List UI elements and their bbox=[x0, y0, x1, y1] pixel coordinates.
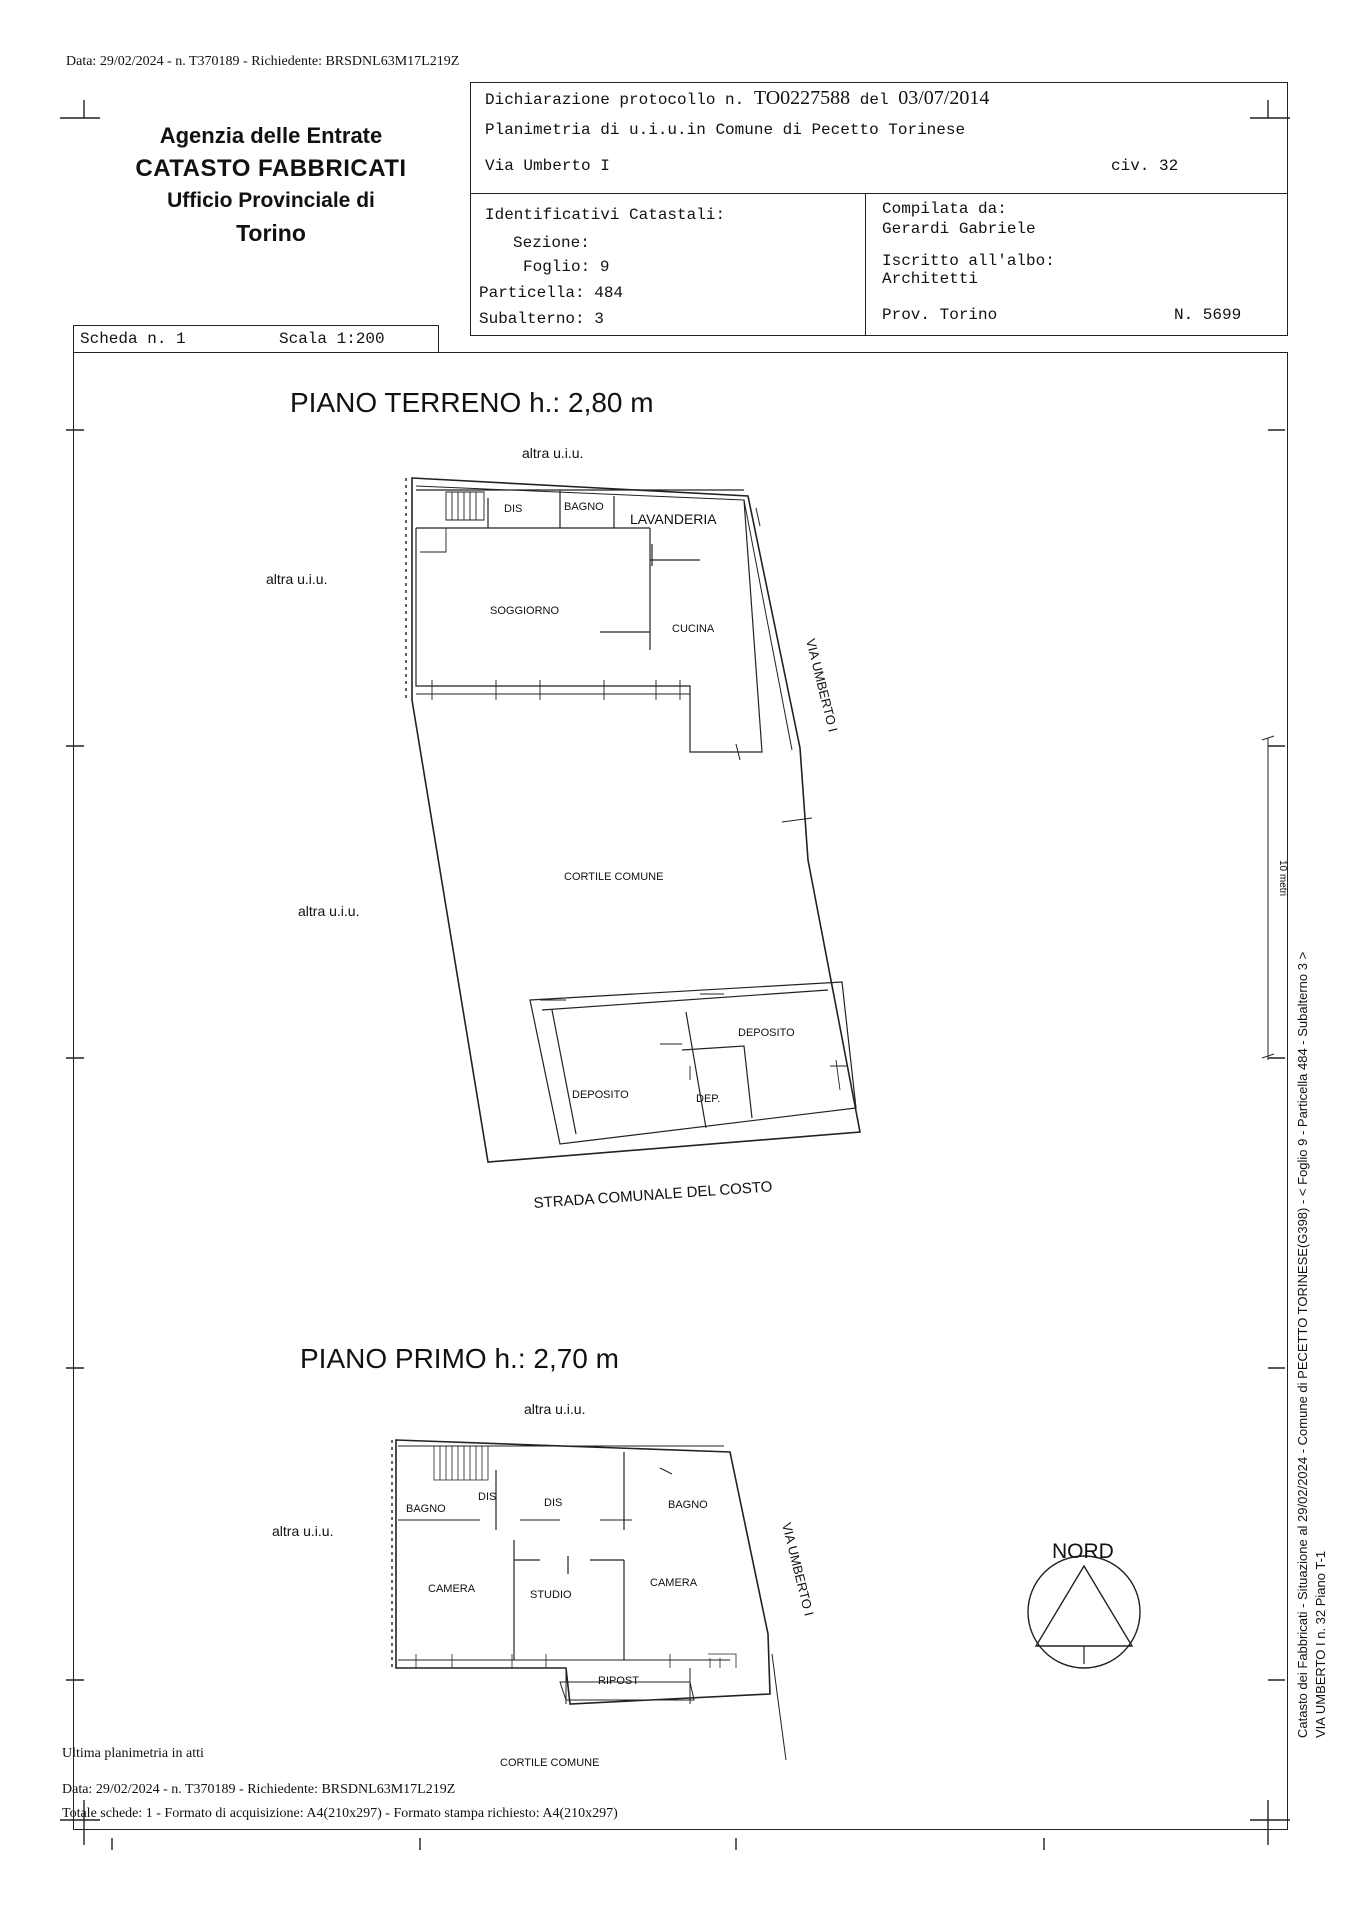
protocol-number: TO0227588 bbox=[753, 87, 851, 109]
footer-ultima: Ultima planimetria in atti bbox=[62, 1746, 204, 1761]
side-catasto-text: Catasto dei Fabbricati - Situazione al 29/02/2024 - Comune di PECETTO TORINESE(G398) - < Foglio 9 - Particella 484 - Subalterno 3 > bbox=[1295, 951, 1310, 1738]
room-dis-small: DIS bbox=[478, 1491, 497, 1503]
room-dep: DEP. bbox=[696, 1093, 721, 1105]
office-city: Torino bbox=[236, 220, 306, 246]
room-camera-left: CAMERA bbox=[428, 1583, 476, 1595]
side-scale-text: 10 metri bbox=[1277, 860, 1288, 897]
room-deposito-right: DEPOSITO bbox=[738, 1027, 795, 1039]
identifiers-title: Identificativi Catastali: bbox=[485, 206, 726, 224]
civic-number: civ. 32 bbox=[1111, 157, 1179, 175]
room-dis-main: DIS bbox=[544, 1497, 563, 1509]
particella-field: Particella: 484 bbox=[479, 284, 624, 302]
protocol-label: Dichiarazione protocollo n. bbox=[485, 91, 745, 109]
label-altra-left2: altra u.i.u. bbox=[298, 903, 360, 919]
room-cortile-comune: CORTILE COMUNE bbox=[564, 871, 664, 883]
room-camera-right: CAMERA bbox=[650, 1577, 698, 1589]
side-address-text: VIA UMBERTO I n. 32 Piano T-1 bbox=[1313, 1550, 1328, 1738]
room-ripost: RIPOST bbox=[598, 1675, 639, 1687]
subalterno-field: Subalterno: 3 bbox=[479, 310, 604, 328]
catasto-title: CATASTO FABBRICATI bbox=[135, 155, 407, 182]
compiler-label: Compilata da: bbox=[882, 200, 1007, 218]
street-via-umberto-first: VIA UMBERTO I bbox=[779, 1521, 817, 1618]
sezione-field: Sezione: bbox=[513, 234, 590, 252]
prov-label: Prov. Torino bbox=[882, 306, 998, 324]
room-bagno: BAGNO bbox=[564, 501, 604, 513]
north-label: NORD bbox=[1052, 1540, 1114, 1563]
label-altra-left-first: altra u.i.u. bbox=[272, 1523, 334, 1539]
address-line: Via Umberto I bbox=[485, 157, 610, 175]
room-bagno-left: BAGNO bbox=[406, 1503, 446, 1515]
ground-floor-title: PIANO TERRENO h.: 2,80 m bbox=[290, 387, 654, 418]
street-via-umberto-ground: VIA UMBERTO I bbox=[803, 637, 841, 734]
registration-number: N. 5699 bbox=[1174, 306, 1242, 324]
scale-label: Scala 1:200 bbox=[279, 330, 385, 348]
room-bagno-right: BAGNO bbox=[668, 1499, 708, 1511]
street-strada-comunale: STRADA COMUNALE DEL COSTO bbox=[533, 1178, 773, 1212]
footer-data: Data: 29/02/2024 - n. T370189 - Richiedente: BRSDNL63M17L219Z bbox=[62, 1782, 456, 1797]
agency-name: Agenzia delle Entrate bbox=[159, 123, 383, 148]
label-altra-top-first: altra u.i.u. bbox=[524, 1401, 586, 1417]
albo-label: Iscritto all'albo: bbox=[882, 252, 1055, 270]
foglio-field: Foglio: 9 bbox=[523, 258, 610, 276]
room-lavanderia: LAVANDERIA bbox=[630, 511, 717, 527]
room-cucina: CUCINA bbox=[672, 623, 715, 635]
compiler-name: Gerardi Gabriele bbox=[882, 220, 1036, 238]
footer-totale: Totale schede: 1 - Formato di acquisizione: A4(210x297) - Formato stampa richiesto: A4(210x297) bbox=[62, 1806, 618, 1821]
ufficio-line: Ufficio Provinciale di bbox=[167, 189, 375, 212]
protocol-date: 03/07/2014 bbox=[898, 87, 990, 109]
scheda-number: Scheda n. 1 bbox=[80, 330, 186, 348]
label-altra-top: altra u.i.u. bbox=[522, 445, 584, 461]
room-studio: STUDIO bbox=[530, 1589, 572, 1601]
room-soggiorno: SOGGIORNO bbox=[490, 605, 560, 617]
protocol-del: del bbox=[859, 91, 889, 109]
planimetria-line: Planimetria di u.i.u.in Comune di Pecetto Torinese bbox=[485, 121, 966, 139]
room-deposito-left: DEPOSITO bbox=[572, 1089, 629, 1101]
top-meta: Data: 29/02/2024 - n. T370189 - Richiedente: BRSDNL63M17L219Z bbox=[66, 54, 460, 69]
first-floor-title: PIANO PRIMO h.: 2,70 m bbox=[300, 1343, 619, 1374]
albo-value: Architetti bbox=[882, 270, 979, 288]
label-cortile-first: CORTILE COMUNE bbox=[500, 1757, 600, 1769]
label-altra-left1: altra u.i.u. bbox=[266, 571, 328, 587]
room-dis: DIS bbox=[504, 503, 523, 515]
